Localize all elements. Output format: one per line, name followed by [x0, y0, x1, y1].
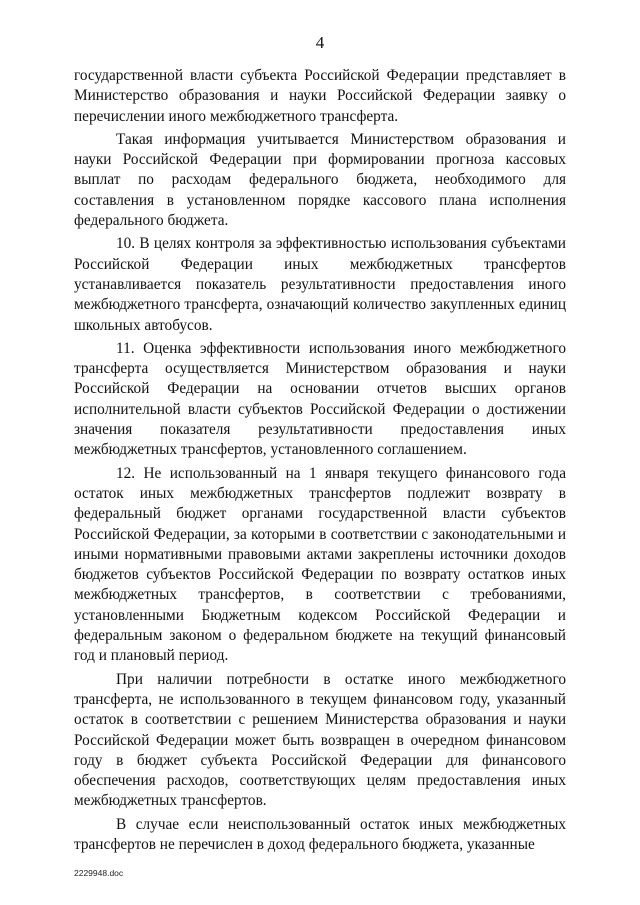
paragraph-forecast-info: Такая информация учитывается Министерством образования и науки Российской Федерации при формировании прогноза кассовых выплат по расходам федерального бюджета, необходимого для составления в установленном порядке кассового плана исполнения федерального бюджета.: [74, 130, 566, 230]
paragraph-continuation: государственной власти субъекта Российской Федерации представляет в Министерство образования и науки Российской Федерации заявку о перечислении иного межбюджетного трансферта.: [74, 67, 566, 125]
document-body: [74, 66, 566, 855]
paragraph-remainder-need: При наличии потребности в остатке иного межбюджетного трансферта, не использованного в текущем финансовом году, указанный остаток в соответствии с решением Министерства образования и науки Российской Федерации может быть возвращен в очередном финансовом году в бюджет субъекта Российской Федерации для финансового обеспечения расходов, соответствующих целям предоставления иных межбюджетных трансфертов.: [74, 670, 566, 810]
paragraph-item-11: 11. Оценка эффективности использования иного межбюджетного трансферта осуществляется Министерством образования и науки Российской Федерации на основании отчетов высших органов исполнительной власти субъектов Российской Федерации о достижении значения показателя результативности предоставления иных межбюджетных трансфертов, установленного соглашением.: [74, 339, 566, 459]
page-number: 4: [315, 33, 325, 52]
paragraph-item-10: 10. В целях контроля за эффективностью использования субъектами Российской Федерации иных межбюджетных трансфертов устанавливается показатель результативности предоставления иного межбюджетного трансферта, означающий количество закупленных единиц школьных автобусов.: [74, 235, 566, 334]
paragraph-unused-remainder: В случае если неиспользованный остаток иных межбюджетных трансфертов не перечислен в доход федерального бюджета, указанные: [74, 815, 566, 853]
paragraph-item-12: 12. Не использованный на 1 января текущего финансового года остаток иных межбюджетных трансфертов подлежит возврату в федеральный бюджет органами государственной власти субъектов Российской Федерации, за которыми в соответствии с законодательными и иными нормативными правовыми актами закреплены источники доходов бюджетов субъектов Российской Федерации по возврату остатков иных межбюджетных трансфертов, в соответствии с требованиями, установленными Бюджетным кодексом Российской Федерации и федеральным законом о федеральном бюджете на текущий финансовый год и плановый период.: [74, 464, 566, 665]
document-footer-filename: 2229948.doc: [74, 868, 124, 878]
